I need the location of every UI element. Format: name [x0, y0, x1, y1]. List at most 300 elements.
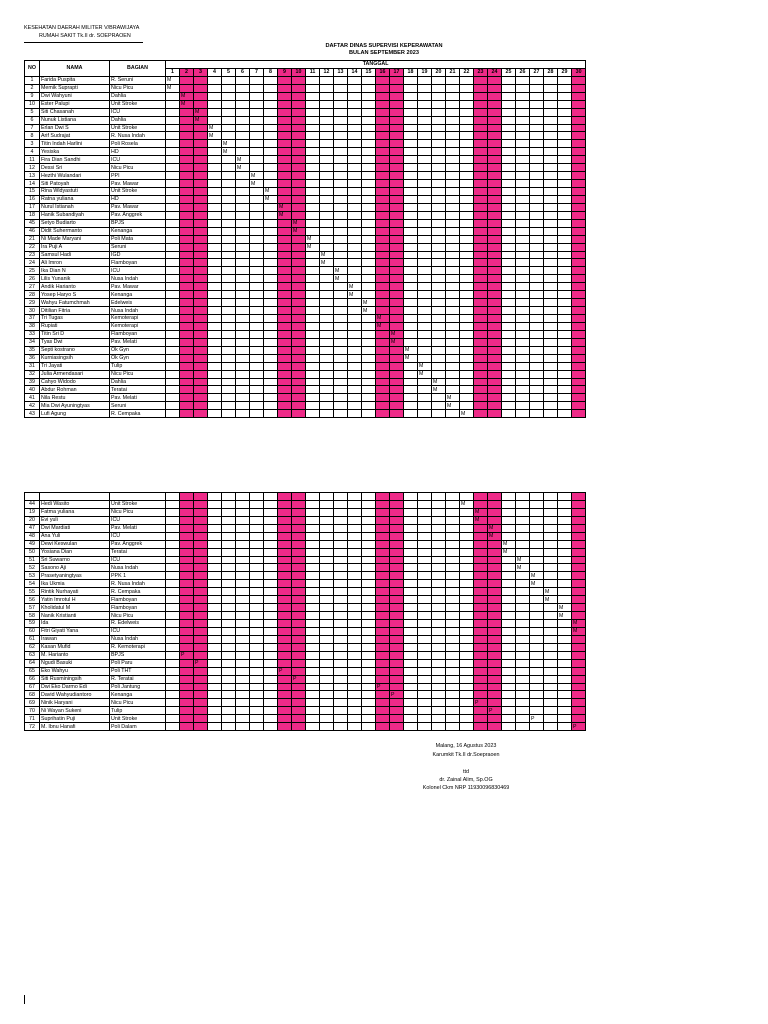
day-cell [446, 715, 460, 723]
table-row [25, 667, 586, 675]
day-cell [320, 659, 334, 667]
day-cell [572, 211, 586, 219]
day-cell [334, 683, 348, 691]
day-cell [362, 402, 376, 410]
day-cell [446, 338, 460, 346]
day-cell [502, 172, 516, 180]
day-cell [376, 715, 390, 723]
day-cell [404, 76, 418, 84]
day-cell [418, 299, 432, 307]
day-cell [278, 580, 292, 588]
day-cell [180, 410, 194, 418]
day-cell [474, 564, 488, 572]
day-cell [516, 267, 530, 275]
day-cell [320, 330, 334, 338]
day-cell [432, 243, 446, 251]
day-cell [390, 132, 404, 140]
day-cell [488, 572, 502, 580]
day-cell [502, 275, 516, 283]
day-cell [362, 124, 376, 132]
day-cell [334, 330, 348, 338]
day-cell [502, 330, 516, 338]
row-no: 12 [25, 164, 40, 172]
day-cell [320, 402, 334, 410]
row-nama: Yosep Haryo S [40, 291, 110, 299]
day-cell [334, 108, 348, 116]
day-cell [306, 493, 320, 501]
day-cell [250, 627, 264, 635]
day-cell [166, 203, 180, 211]
day-cell [404, 556, 418, 564]
day-cell [572, 659, 586, 667]
day-cell [572, 508, 586, 516]
day-cell [502, 338, 516, 346]
day-cell [250, 203, 264, 211]
day-cell [474, 715, 488, 723]
day-cell [502, 410, 516, 418]
day-cell [334, 572, 348, 580]
day-cell [362, 556, 376, 564]
day-cell [474, 188, 488, 196]
day-cell [362, 370, 376, 378]
day-cell [446, 267, 460, 275]
day-cell [166, 386, 180, 394]
day-cell [502, 691, 516, 699]
day-cell [530, 322, 544, 330]
day-cell [544, 604, 558, 612]
day-cell [530, 140, 544, 148]
day-cell [376, 283, 390, 291]
day-cell [530, 259, 544, 267]
day-cell [474, 410, 488, 418]
day-cell [180, 227, 194, 235]
row-nama: Abdur Rohman [40, 386, 110, 394]
day-cell [278, 564, 292, 572]
day-cell [390, 715, 404, 723]
day-header: 22 [460, 68, 474, 76]
day-cell [320, 683, 334, 691]
day-cell [390, 299, 404, 307]
day-cell [432, 723, 446, 731]
row-bagian: R. Cempaka [110, 588, 166, 596]
day-cell [250, 211, 264, 219]
day-cell [488, 299, 502, 307]
day-cell [222, 307, 236, 315]
day-cell [208, 354, 222, 362]
day-cell [446, 92, 460, 100]
day-cell [208, 211, 222, 219]
day-cell [264, 410, 278, 418]
day-cell [236, 195, 250, 203]
day-cell [236, 370, 250, 378]
day-cell [530, 620, 544, 628]
day-cell [558, 580, 572, 588]
day-cell [432, 299, 446, 307]
institution-line-1: KESEHATAN DAERAH MILITER V/BRAWIJAYA [24, 25, 140, 31]
day-cell [516, 402, 530, 410]
row-no: 1 [25, 76, 40, 84]
day-cell [180, 116, 194, 124]
table-row [25, 588, 586, 596]
day-cell [502, 322, 516, 330]
day-cell [530, 635, 544, 643]
day-cell [572, 588, 586, 596]
day-cell [236, 596, 250, 604]
row-nama: Andik Harianto [40, 283, 110, 291]
day-cell [474, 346, 488, 354]
day-cell [488, 267, 502, 275]
table-row [25, 402, 586, 410]
day-cell [362, 524, 376, 532]
day-cell [362, 394, 376, 402]
day-cell [390, 362, 404, 370]
day-cell [306, 508, 320, 516]
day-cell [404, 715, 418, 723]
day-cell [516, 84, 530, 92]
day-cell [544, 612, 558, 620]
day-cell [530, 386, 544, 394]
duty-mark: M [222, 140, 236, 148]
day-cell [320, 203, 334, 211]
day-cell [572, 322, 586, 330]
day-cell [278, 307, 292, 315]
day-cell [208, 322, 222, 330]
blank-cell [40, 493, 110, 501]
day-cell [432, 683, 446, 691]
day-cell [278, 691, 292, 699]
row-nama: Rina Widyastuti [40, 188, 110, 196]
day-cell [362, 691, 376, 699]
row-nama: Irawan [40, 635, 110, 643]
day-cell [418, 124, 432, 132]
day-cell [250, 275, 264, 283]
day-cell [404, 299, 418, 307]
day-cell [488, 620, 502, 628]
row-bagian: R. Kemoterapi [110, 643, 166, 651]
row-no: 66 [25, 675, 40, 683]
day-cell [292, 195, 306, 203]
day-cell [208, 540, 222, 548]
day-cell [250, 370, 264, 378]
day-cell [334, 188, 348, 196]
day-cell [306, 124, 320, 132]
day-cell [530, 92, 544, 100]
day-cell [292, 180, 306, 188]
table-row [25, 195, 586, 203]
day-cell [488, 540, 502, 548]
day-cell [432, 410, 446, 418]
duty-mark: M [236, 156, 250, 164]
day-cell [460, 659, 474, 667]
row-no: 4 [25, 148, 40, 156]
day-cell [264, 378, 278, 386]
day-cell [208, 524, 222, 532]
day-cell [474, 275, 488, 283]
day-cell [544, 564, 558, 572]
day-cell [180, 580, 194, 588]
day-cell [362, 620, 376, 628]
day-cell [278, 362, 292, 370]
day-cell [446, 620, 460, 628]
day-cell [222, 299, 236, 307]
day-cell [418, 683, 432, 691]
row-no: 24 [25, 259, 40, 267]
day-cell [208, 675, 222, 683]
day-cell [194, 500, 208, 508]
day-cell [166, 691, 180, 699]
day-cell [306, 362, 320, 370]
day-cell [334, 291, 348, 299]
day-cell [572, 699, 586, 707]
day-cell [292, 108, 306, 116]
day-cell [278, 84, 292, 92]
row-nama: Siti Rusminingsih [40, 675, 110, 683]
day-cell [502, 572, 516, 580]
day-cell [334, 532, 348, 540]
day-cell [362, 108, 376, 116]
day-cell [390, 572, 404, 580]
day-header: 30 [572, 68, 586, 76]
day-cell [572, 715, 586, 723]
day-cell [166, 588, 180, 596]
day-cell [320, 493, 334, 501]
day-cell [418, 643, 432, 651]
day-cell [558, 588, 572, 596]
day-cell [418, 508, 432, 516]
day-cell [194, 604, 208, 612]
row-nama: Ni Made Maryani [40, 235, 110, 243]
row-bagian: Pav. Mawar [110, 180, 166, 188]
day-cell [306, 164, 320, 172]
day-cell [264, 243, 278, 251]
day-cell [292, 548, 306, 556]
day-cell [208, 100, 222, 108]
day-cell [250, 699, 264, 707]
day-cell [292, 612, 306, 620]
day-cell [432, 124, 446, 132]
day-cell [334, 524, 348, 532]
day-cell [502, 362, 516, 370]
day-cell [320, 500, 334, 508]
day-cell [348, 116, 362, 124]
day-cell [516, 132, 530, 140]
day-cell [264, 532, 278, 540]
day-cell [208, 548, 222, 556]
day-cell [180, 659, 194, 667]
day-cell [390, 370, 404, 378]
day-cell [180, 493, 194, 501]
day-cell [320, 596, 334, 604]
day-header: 16 [376, 68, 390, 76]
day-cell [292, 707, 306, 715]
day-cell [418, 723, 432, 731]
duty-mark: M [376, 315, 390, 323]
duty-mark: M [362, 299, 376, 307]
day-cell [264, 493, 278, 501]
duty-mark: M [390, 330, 404, 338]
row-no: 42 [25, 402, 40, 410]
day-cell [292, 243, 306, 251]
day-cell [558, 362, 572, 370]
row-nama: David Wahyudiantoro [40, 691, 110, 699]
day-cell [390, 604, 404, 612]
day-cell [236, 299, 250, 307]
day-cell [306, 275, 320, 283]
day-cell [530, 172, 544, 180]
row-no: 6 [25, 116, 40, 124]
day-cell [544, 100, 558, 108]
row-no: 43 [25, 410, 40, 418]
day-cell [530, 100, 544, 108]
day-cell [320, 362, 334, 370]
day-cell [530, 203, 544, 211]
day-cell [432, 548, 446, 556]
day-cell [320, 211, 334, 219]
day-cell [306, 291, 320, 299]
row-bagian: Unit Stroke [110, 500, 166, 508]
day-cell [320, 227, 334, 235]
duty-mark: M [250, 180, 264, 188]
day-cell [502, 180, 516, 188]
day-cell [376, 524, 390, 532]
day-cell [166, 211, 180, 219]
day-cell [474, 251, 488, 259]
day-cell [572, 604, 586, 612]
day-cell [334, 100, 348, 108]
day-cell [194, 588, 208, 596]
day-cell [194, 219, 208, 227]
day-cell [278, 410, 292, 418]
day-cell [320, 354, 334, 362]
day-cell [250, 267, 264, 275]
day-cell [166, 524, 180, 532]
day-cell [208, 108, 222, 116]
day-cell [460, 508, 474, 516]
day-cell [404, 394, 418, 402]
day-cell [404, 267, 418, 275]
day-cell [530, 267, 544, 275]
day-header: 2 [180, 68, 194, 76]
day-cell [306, 620, 320, 628]
row-nama: Lufi Agung [40, 410, 110, 418]
day-header: 10 [292, 68, 306, 76]
day-cell [404, 140, 418, 148]
day-cell [222, 84, 236, 92]
day-cell [418, 116, 432, 124]
day-cell [264, 643, 278, 651]
day-cell [348, 76, 362, 84]
day-cell [264, 723, 278, 731]
day-cell [208, 172, 222, 180]
day-cell [544, 338, 558, 346]
day-cell [194, 667, 208, 675]
day-cell [362, 164, 376, 172]
day-cell [446, 330, 460, 338]
day-cell [418, 164, 432, 172]
row-bagian: Kemoterapi [110, 315, 166, 323]
day-cell [264, 116, 278, 124]
day-cell [404, 219, 418, 227]
day-cell [348, 386, 362, 394]
day-cell [572, 299, 586, 307]
day-cell [558, 267, 572, 275]
day-cell [572, 315, 586, 323]
row-no: 68 [25, 691, 40, 699]
row-bagian: Poli Rosela [110, 140, 166, 148]
day-cell [348, 643, 362, 651]
day-cell [194, 540, 208, 548]
day-cell [334, 124, 348, 132]
day-cell [544, 635, 558, 643]
day-cell [264, 524, 278, 532]
row-nama: Siti Patoyah [40, 180, 110, 188]
day-cell [446, 675, 460, 683]
row-bagian: Kenanga [110, 227, 166, 235]
day-cell [306, 572, 320, 580]
day-cell [516, 604, 530, 612]
day-cell [474, 402, 488, 410]
row-nama: Ida [40, 620, 110, 628]
day-cell [488, 76, 502, 84]
day-cell [572, 675, 586, 683]
day-cell [446, 386, 460, 394]
day-cell [250, 100, 264, 108]
day-cell [404, 643, 418, 651]
day-cell [488, 370, 502, 378]
day-cell [194, 691, 208, 699]
day-cell [432, 691, 446, 699]
day-cell [488, 211, 502, 219]
day-cell [292, 699, 306, 707]
duty-mark: M [320, 259, 334, 267]
day-cell [180, 556, 194, 564]
day-cell [250, 572, 264, 580]
day-cell [516, 524, 530, 532]
day-cell [502, 219, 516, 227]
day-cell [250, 132, 264, 140]
day-cell [222, 386, 236, 394]
table-row [25, 76, 586, 84]
day-cell [362, 580, 376, 588]
day-cell [194, 259, 208, 267]
day-cell [474, 627, 488, 635]
day-cell [180, 635, 194, 643]
day-header: 29 [558, 68, 572, 76]
day-cell [306, 92, 320, 100]
day-cell [390, 612, 404, 620]
day-cell [194, 580, 208, 588]
day-cell [516, 572, 530, 580]
table-row [25, 635, 586, 643]
day-cell [516, 580, 530, 588]
row-no: 15 [25, 188, 40, 196]
day-cell [446, 532, 460, 540]
day-cell [320, 195, 334, 203]
day-cell [306, 259, 320, 267]
day-cell [348, 322, 362, 330]
day-cell [488, 683, 502, 691]
day-cell [558, 315, 572, 323]
day-cell [222, 354, 236, 362]
day-cell [558, 643, 572, 651]
day-cell [572, 500, 586, 508]
day-cell [404, 100, 418, 108]
day-cell [516, 378, 530, 386]
day-cell [362, 172, 376, 180]
day-cell [180, 164, 194, 172]
day-cell [418, 532, 432, 540]
day-cell [544, 195, 558, 203]
